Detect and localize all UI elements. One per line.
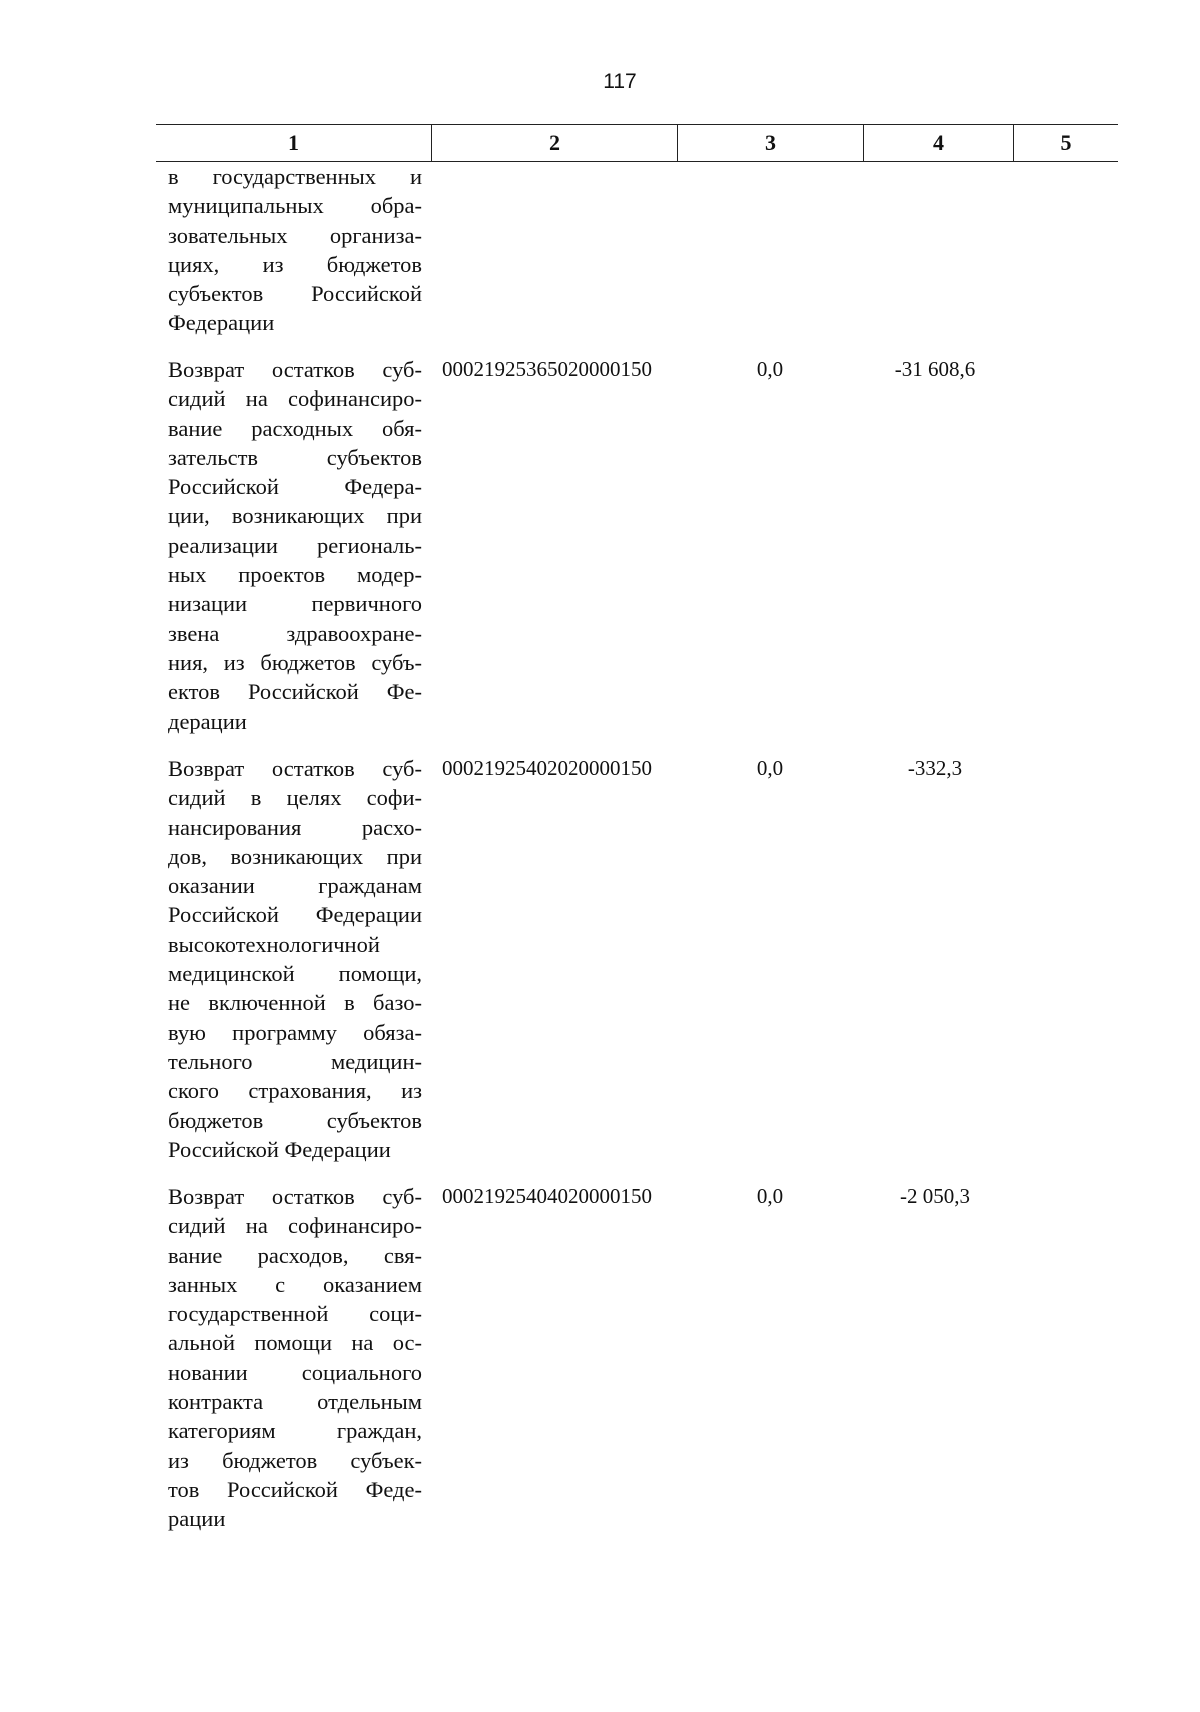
- description-line: ектов Российской Фе-: [168, 679, 422, 705]
- row-col4-value: -2 050,3: [900, 1184, 970, 1208]
- description-line: медицинской помощи,: [168, 961, 422, 987]
- description-line: новании социального: [168, 1359, 422, 1385]
- table-header: [156, 124, 1118, 162]
- description-line: государственной соци-: [168, 1301, 422, 1327]
- description-line: ского страхования, из: [168, 1078, 422, 1104]
- description-line: субъектов Российской: [168, 281, 422, 307]
- description-line: ния, из бюджетов субъ-: [168, 649, 422, 675]
- header-col-4: 4: [864, 125, 1014, 161]
- description-line: из бюджетов субъек-: [168, 1447, 422, 1473]
- header-col-5: 5: [1060, 130, 1072, 155]
- row-code: 00021925404020000150: [442, 1184, 652, 1208]
- description-line: контракта отдельным: [168, 1389, 422, 1415]
- description-line: муниципальных обра-: [168, 193, 422, 219]
- row-code: 00021925402020000150: [442, 756, 652, 780]
- header-col-1: 1: [156, 125, 432, 161]
- row-description: [168, 754, 422, 1164]
- description-line: Возврат остатков суб-: [168, 357, 422, 382]
- description-line: Федерации: [168, 310, 275, 336]
- row-description: [168, 1182, 422, 1534]
- description-line: сидий на софинансиро-: [168, 386, 422, 412]
- description-line: зательств субъектов: [168, 444, 422, 470]
- header-col-2: 2: [432, 125, 678, 161]
- header-col-3: 3: [678, 125, 864, 161]
- description-line: вание расходов, свя-: [168, 1242, 422, 1268]
- description-line: зовательных организа-: [168, 222, 422, 248]
- description-line: звена здравоохране-: [168, 620, 422, 646]
- description-line: циях, из бюджетов: [168, 251, 422, 277]
- description-line: Российской Федерации: [168, 902, 422, 928]
- description-line: Российской Федерации: [168, 1136, 391, 1162]
- row-description: [168, 355, 422, 736]
- page-number: 117: [603, 70, 637, 93]
- row-col3-value: 0,0: [756, 1184, 784, 1208]
- row-col4-value: -31 608,6: [894, 357, 976, 381]
- row-description: [168, 162, 422, 338]
- description-line: вание расходных обя-: [168, 415, 422, 441]
- description-line: оказании гражданам: [168, 873, 422, 899]
- description-line: сидий в целях софи-: [168, 785, 422, 811]
- row-col3-value: 0,0: [756, 756, 784, 780]
- row-code: 00021925365020000150: [442, 357, 652, 381]
- description-line: вую программу обяза-: [168, 1019, 422, 1045]
- description-line: низации первичного: [168, 591, 422, 617]
- description-line: ных проектов модер-: [168, 562, 422, 588]
- description-line: Российской Федера-: [168, 474, 422, 500]
- description-line: сидий на софинансиро-: [168, 1213, 422, 1239]
- description-line: Возврат остатков суб-: [168, 1184, 422, 1209]
- description-line: рации: [168, 1506, 226, 1532]
- description-line: реализации региональ-: [168, 532, 422, 558]
- description-line: нансирования расхо-: [168, 814, 422, 840]
- row-col4-value: -332,3: [907, 756, 963, 780]
- description-line: в государственных и: [168, 164, 422, 189]
- description-line: ции, возникающих при: [168, 503, 422, 529]
- row-col3-value: 0,0: [756, 357, 784, 381]
- description-line: занных с оказанием: [168, 1271, 422, 1297]
- description-line: тов Российской Феде-: [168, 1476, 422, 1502]
- description-line: дерации: [168, 708, 247, 734]
- description-line: категориям граждан,: [168, 1418, 422, 1444]
- description-line: дов, возникающих при: [168, 843, 422, 869]
- description-line: Возврат остатков суб-: [168, 756, 422, 781]
- description-line: высокотехнологичной: [168, 931, 380, 957]
- description-line: не включенной в базо-: [168, 990, 422, 1016]
- description-line: бюджетов субъектов: [168, 1107, 422, 1133]
- description-line: альной помощи на ос-: [168, 1330, 422, 1356]
- description-line: тельного медицин-: [168, 1048, 422, 1074]
